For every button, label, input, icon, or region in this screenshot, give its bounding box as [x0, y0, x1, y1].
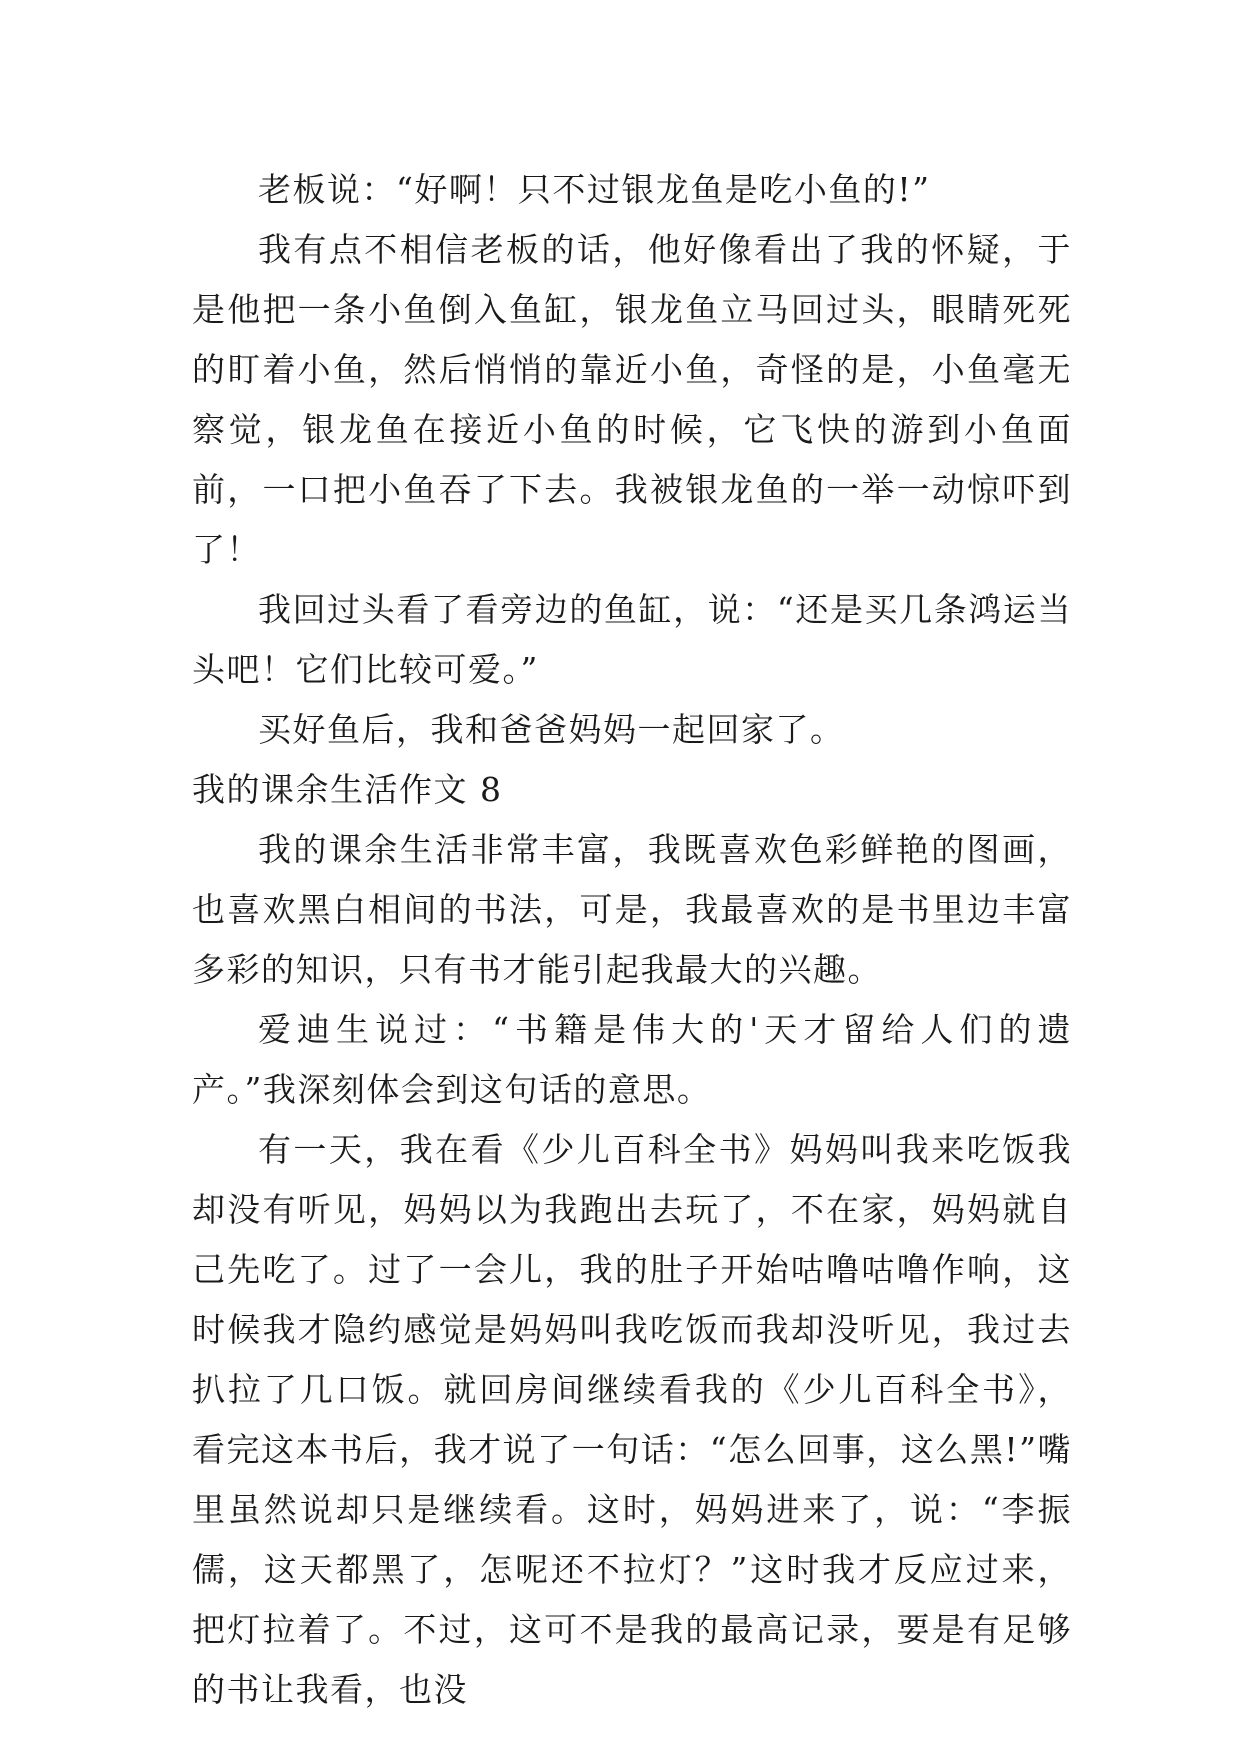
document-body	[192, 160, 1072, 1720]
paragraph-silver-arowana: 我有点不相信老板的话，他好像看出了我的怀疑，于是他把一条小鱼倒入鱼缸，银龙鱼立马回过头，眼睛死死的盯着小鱼，然后悄悄的靠近小鱼，奇怪的是，小鱼毫无察觉，银龙鱼在接近小鱼的时候，它飞快的游到小鱼面前，一口把小鱼吞了下去。我被银龙鱼的一举一动惊吓到了！	[192, 230, 1072, 569]
paragraph-boss-reply: 老板说：“好啊！只不过银龙鱼是吃小鱼的!”	[258, 170, 931, 209]
paragraph-look-back: 我回过头看了看旁边的鱼缸，说：“还是买几条鸿运当头吧！它们比较可爱。”	[192, 590, 1072, 689]
section-heading: 我的课余生活作文 8	[192, 770, 503, 809]
paragraph-hobbies: 我的课余生活非常丰富，我既喜欢色彩鲜艳的图画，也喜欢黑白相间的书法，可是，我最喜欢的是书里边丰富多彩的知识，只有书才能引起我最大的兴趣。	[192, 830, 1072, 989]
paragraph-one-day: 有一天，我在看《少儿百科全书》妈妈叫我来吃饭我却没有听见，妈妈以为我跑出去玩了，不在家，妈妈就自己先吃了。过了一会儿，我的肚子开始咕噜咕噜作响，这时候我才隐约感觉是妈妈叫我吃饭而我却没听见，我过去扒拉了几口饭。就回房间继续看我的《少儿百科全书》，看完这本书后，我才说了一句话：“怎么回事，这么黑!”嘴里虽然说却只是继续看。这时，妈妈进来了，说：“李振儒，这天都黑了，怎呢还不拉灯？”这时我才反应过来，把灯拉着了。不过，这可不是我的最高记录，要是有足够的书让我看，也没	[192, 1130, 1072, 1709]
paragraph-edison-quote: 爱迪生说过：“书籍是伟大的'天才留给人们的遗产。”我深刻体会到这句话的意思。	[192, 1010, 1072, 1109]
paragraph-go-home: 买好鱼后，我和爸爸妈妈一起回家了。	[258, 710, 845, 749]
